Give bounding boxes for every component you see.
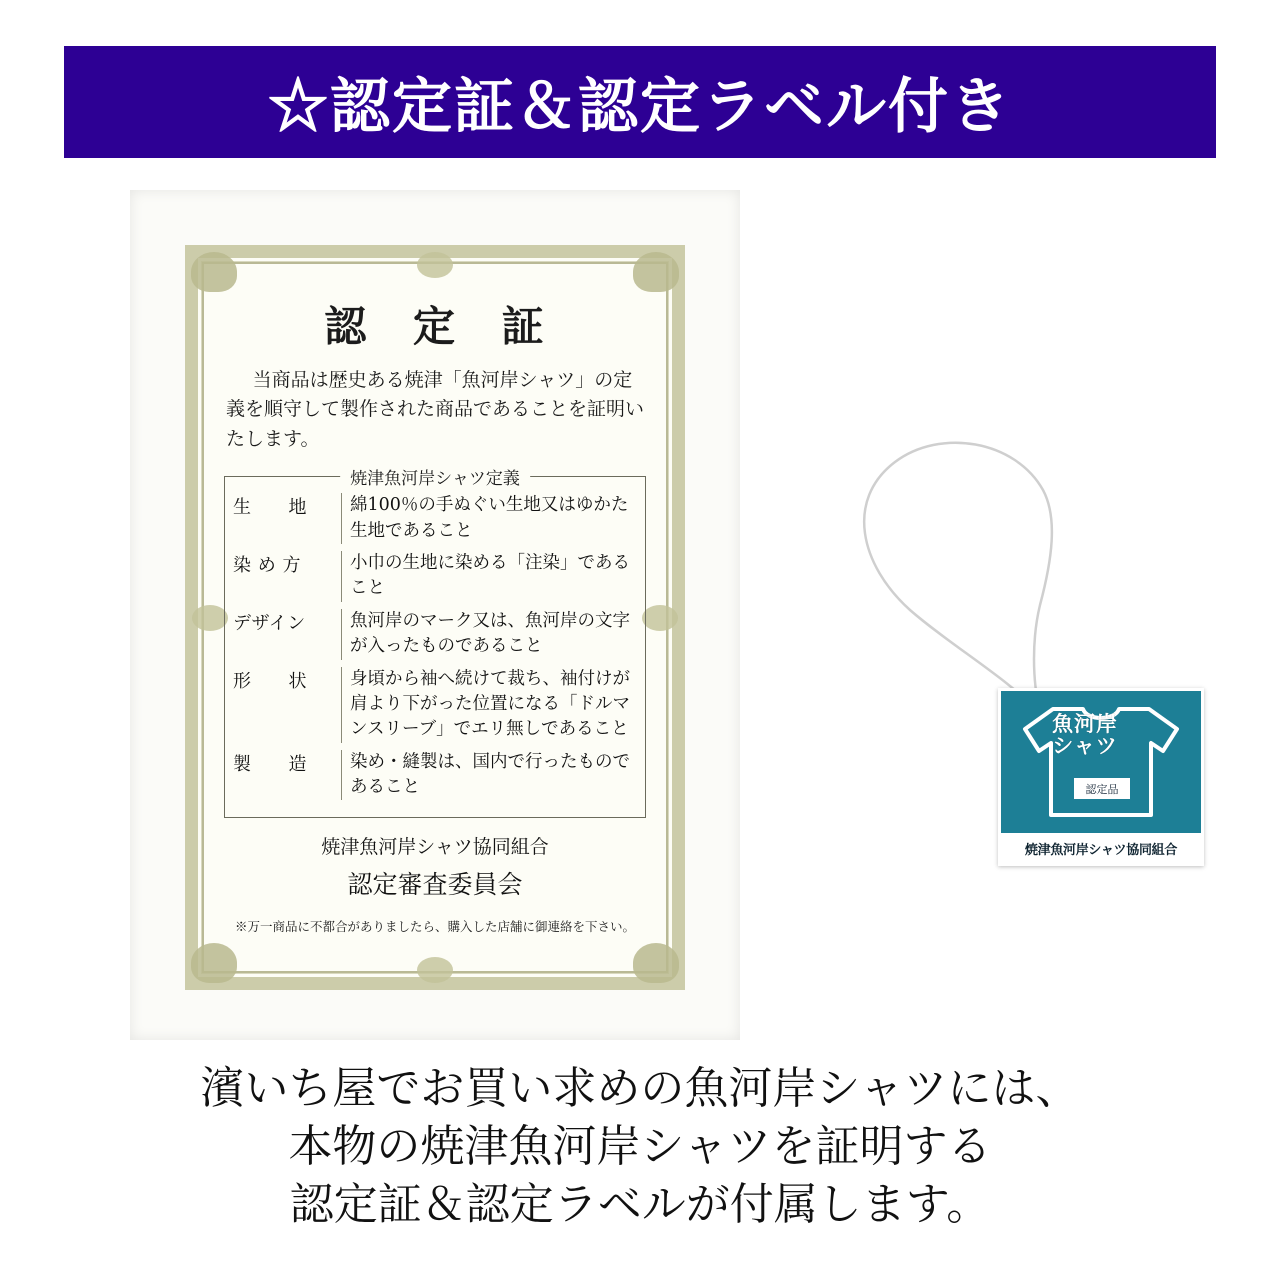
tag-shirt-text-line2: シャツ [1052, 733, 1118, 759]
certificate-ornamental-frame [185, 245, 685, 990]
bottom-caption [0, 1060, 1280, 1234]
definition-row [233, 493, 637, 544]
certificate-committee: 認定審査委員会 [347, 870, 523, 900]
certificate-content [222, 276, 648, 959]
caption-line-2: 本物の焼津魚河岸シャツを証明する [288, 1121, 992, 1173]
caption-line-1: 濱いち屋でお買い求めの魚河岸シャツには、 [200, 1063, 1080, 1114]
certificate-lead-text: 当商品は歴史ある焼津「魚河岸シャツ」の定義を順守して製作された商品であることを証明いたします。 [226, 369, 645, 450]
top-banner [64, 46, 1216, 158]
definition-term: 生 地 [233, 497, 307, 519]
certificate-organization: 焼津魚河岸シャツ協同組合 [321, 836, 549, 859]
definition-row [233, 609, 637, 660]
definition-row [233, 551, 637, 602]
top-banner-text: ☆認定証＆認定ラベル付き [268, 72, 1012, 142]
edge-ornament-icon [417, 957, 453, 983]
definition-row [233, 750, 637, 801]
definition-description: 魚河岸のマーク又は、魚河岸の文字が入ったものであること [341, 609, 637, 660]
certificate-paper [130, 190, 740, 1040]
definition-row [233, 667, 637, 743]
definition-term: 製 造 [233, 753, 307, 775]
tag-footer-organization: 焼津魚河岸シャツ協同組合 [1001, 833, 1201, 863]
definition-description: 身頃から袖へ続けて裁ち、袖付けが肩より下がった位置になる「ドルマンスリーブ」でエリ無しであること [341, 667, 637, 743]
certification-label-tag [998, 688, 1204, 866]
tag-shirt-text [1001, 713, 1169, 757]
certificate-title: 認 定 証 [324, 302, 560, 351]
tag-shirt-text-line1: 魚河岸 [1052, 711, 1118, 736]
tag-string [800, 430, 1070, 720]
certificate-footnote: ※万一商品に不都合がありましたら、購入した店舗に御連絡を下さい。 [234, 919, 635, 935]
tag-approved-badge: 認定品 [1073, 777, 1131, 800]
edge-ornament-icon [417, 252, 453, 278]
caption-line-3: 認定証＆認定ラベルが付属します。 [289, 1179, 991, 1231]
definition-description: 染め・縫製は、国内で行ったものであること [341, 750, 637, 801]
definition-term: 形 状 [233, 670, 307, 692]
definition-box [224, 469, 646, 818]
definition-description: 綿100％の手ぬぐい生地又はゆかた生地であること [341, 493, 637, 544]
hang-tag-area [760, 400, 1178, 920]
definition-term: デザイン [233, 612, 306, 634]
product-photo [100, 170, 1180, 1050]
definition-box-legend: 焼津魚河岸シャツ定義 [340, 464, 530, 489]
definition-description: 小巾の生地に染める「注染」であること [341, 551, 637, 602]
definition-term: 染 め 方 [233, 555, 301, 577]
